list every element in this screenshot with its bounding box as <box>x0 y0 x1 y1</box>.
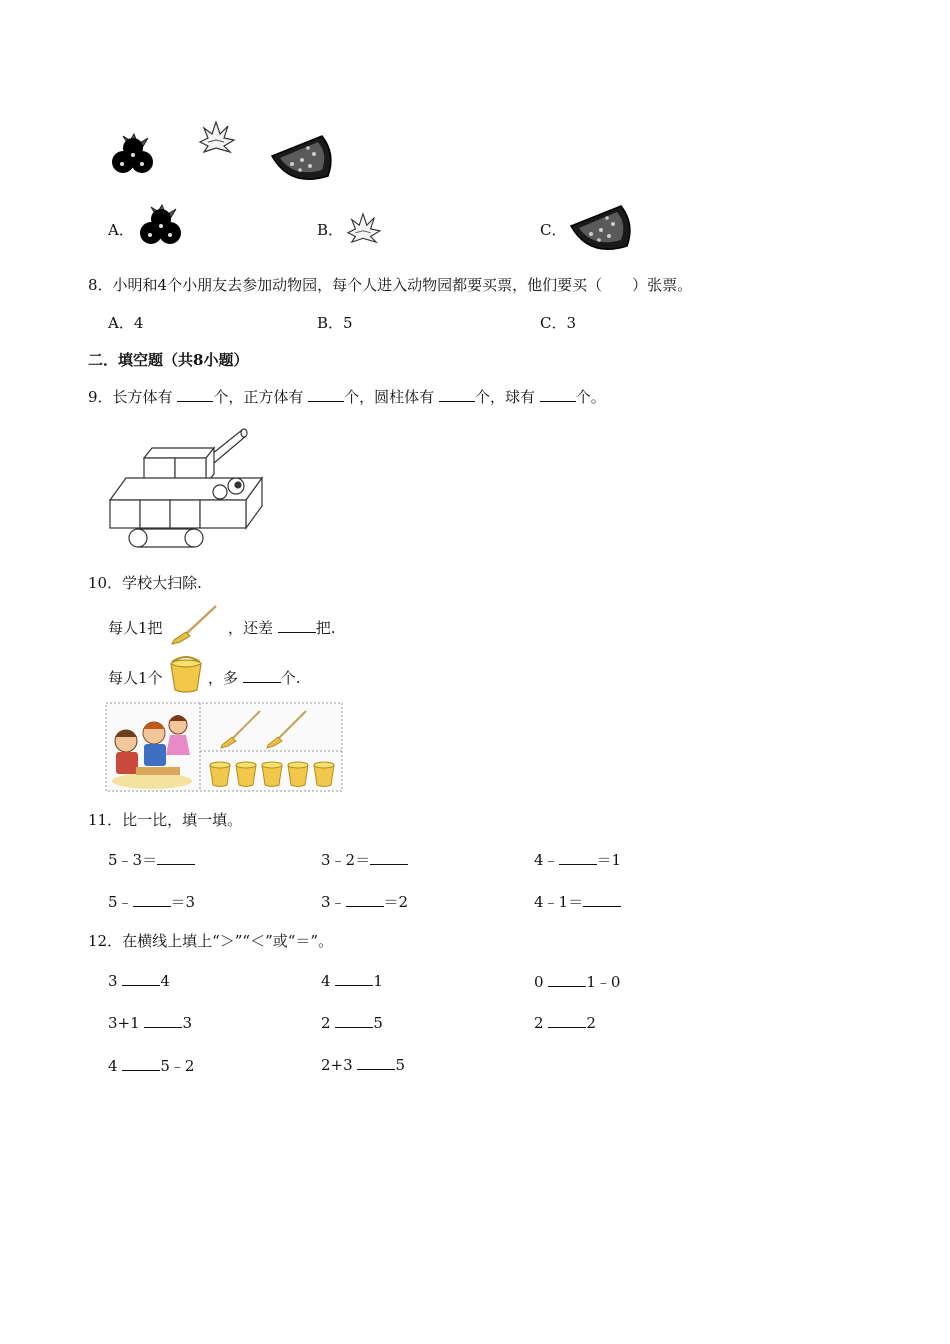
q12-answer-blank[interactable] <box>357 1055 395 1070</box>
q11-item-pre: 3﹣2＝ <box>321 851 371 869</box>
q8-option-c[interactable]: C．3 <box>540 314 577 332</box>
q10-line2-unit: 个. <box>280 669 301 687</box>
q11-item-pre: 3﹣ <box>321 893 346 911</box>
q12-item-pre: 2 <box>321 1014 336 1032</box>
bucket-icon <box>166 654 206 694</box>
q10-broom-answer-blank[interactable] <box>278 618 316 633</box>
q11-answer-blank[interactable] <box>346 892 384 907</box>
q10-title: 学校大扫除. <box>122 574 202 592</box>
q9-answer-blank[interactable] <box>439 387 475 402</box>
q9-number: 9． <box>88 388 113 406</box>
q8-option-a[interactable]: A．4 <box>108 314 144 332</box>
section-title: 二．填空题（共8小题） <box>88 351 249 369</box>
q9-question <box>88 386 606 407</box>
q10-line1-before: 每人1把 <box>108 619 163 637</box>
q12-item-pre: 3 <box>108 972 123 990</box>
q12-item <box>321 1013 383 1032</box>
q12-item-post: 2 <box>586 1014 596 1032</box>
q12-answer-blank[interactable] <box>144 1013 182 1028</box>
q12-number: 12． <box>88 932 123 950</box>
q11-item <box>321 891 408 912</box>
q10-line1-unit: 把. <box>315 619 336 637</box>
q12-item-post: 5﹣2 <box>160 1057 195 1075</box>
berries-icon <box>108 128 158 178</box>
q12-item-post: 1 <box>373 972 383 990</box>
q11-item-pre: 4﹣ <box>534 851 559 869</box>
q12-item <box>534 1013 596 1032</box>
q12-answer-blank[interactable] <box>548 972 586 987</box>
q9-text-part: 个，球有 <box>474 388 535 406</box>
q11-question <box>88 809 242 830</box>
q8-number: 8． <box>88 276 113 294</box>
q12-item <box>534 971 620 992</box>
q8-option-b[interactable]: B．5 <box>317 314 353 332</box>
q11-item <box>108 849 195 870</box>
watermelon-slice-icon <box>270 132 334 184</box>
spiky-leaf-icon <box>344 212 382 244</box>
cleaning-scene-illustration <box>106 703 342 791</box>
q9-text-part: 长方体有 <box>112 388 173 406</box>
q9-answer-blank[interactable] <box>540 387 576 402</box>
q9-text-part: 个，圆柱体有 <box>344 388 435 406</box>
q10-question <box>88 572 202 593</box>
q12-answer-blank[interactable] <box>122 1056 160 1071</box>
q12-title: 在横线上填上“＞”“＜”或“＝”。 <box>122 932 334 950</box>
shape-tank-figure <box>104 422 266 552</box>
q8-text: 小明和4个小朋友去参加动物园，每个人进入动物园都要买票，他们要买（ ）张票。 <box>112 276 693 294</box>
q7-option-b-label[interactable]: B． <box>317 221 344 239</box>
q12-item-post: 1﹣0 <box>586 973 621 991</box>
q12-answer-blank[interactable] <box>122 971 160 986</box>
q11-item-post: ＝2 <box>383 893 409 911</box>
q12-item-post: 4 <box>160 972 170 990</box>
q8-question <box>88 274 692 295</box>
broom-icon <box>168 604 220 646</box>
q11-item <box>534 891 621 912</box>
q10-line2-before: 每人1个 <box>108 669 163 687</box>
q12-item <box>108 971 170 990</box>
q10-line2-after <box>208 667 301 688</box>
q11-item-post: ＝1 <box>596 851 622 869</box>
q11-answer-blank[interactable] <box>583 892 621 907</box>
q11-item-post: ＝3 <box>170 893 196 911</box>
q11-item-pre: 4﹣1＝ <box>534 893 584 911</box>
q10-number: 10． <box>88 574 123 592</box>
q12-answer-blank[interactable] <box>548 1013 586 1028</box>
q11-number: 11． <box>88 811 123 829</box>
q12-item-pre: 3+1 <box>108 1014 145 1032</box>
q9-text-part: 个。 <box>575 388 606 406</box>
q9-answer-blank[interactable] <box>308 387 344 402</box>
watermelon-slice-icon <box>568 202 634 254</box>
q12-item <box>321 971 383 990</box>
q11-item-pre: 5﹣ <box>108 893 133 911</box>
q9-text-part: 个，正方体有 <box>213 388 304 406</box>
q12-item-pre: 2+3 <box>321 1056 358 1074</box>
q12-question <box>88 930 333 951</box>
q10-line1-text: ，还差 <box>228 619 274 637</box>
q11-item <box>321 849 408 870</box>
q12-item <box>321 1055 405 1074</box>
q12-item-pre: 2 <box>534 1014 549 1032</box>
q12-item <box>108 1013 192 1032</box>
q11-answer-blank[interactable] <box>133 892 171 907</box>
q12-answer-blank[interactable] <box>335 1013 373 1028</box>
spiky-leaf-icon <box>196 120 236 154</box>
q11-item-pre: 5﹣3＝ <box>108 851 158 869</box>
q11-answer-blank[interactable] <box>370 850 408 865</box>
q12-item-post: 3 <box>182 1014 192 1032</box>
q12-answer-blank[interactable] <box>335 971 373 986</box>
q10-line2-text: ，多 <box>208 669 239 687</box>
q7-option-a-label[interactable]: A． <box>108 221 134 239</box>
q12-item-pre: 0 <box>534 973 549 991</box>
q10-bucket-answer-blank[interactable] <box>243 668 281 683</box>
q12-item-post: 5 <box>373 1014 383 1032</box>
q11-item <box>534 849 621 870</box>
q12-item-post: 5 <box>395 1056 405 1074</box>
q11-title: 比一比，填一填。 <box>122 811 243 829</box>
q11-answer-blank[interactable] <box>157 850 195 865</box>
berries-icon <box>136 198 186 250</box>
q7-option-c-label[interactable]: C． <box>540 221 567 239</box>
q9-answer-blank[interactable] <box>177 387 213 402</box>
q11-item <box>108 891 195 912</box>
q12-item-pre: 4 <box>108 1057 123 1075</box>
q11-answer-blank[interactable] <box>559 850 597 865</box>
q12-item <box>108 1055 194 1076</box>
q10-line1-after <box>228 617 336 638</box>
q12-item-pre: 4 <box>321 972 336 990</box>
